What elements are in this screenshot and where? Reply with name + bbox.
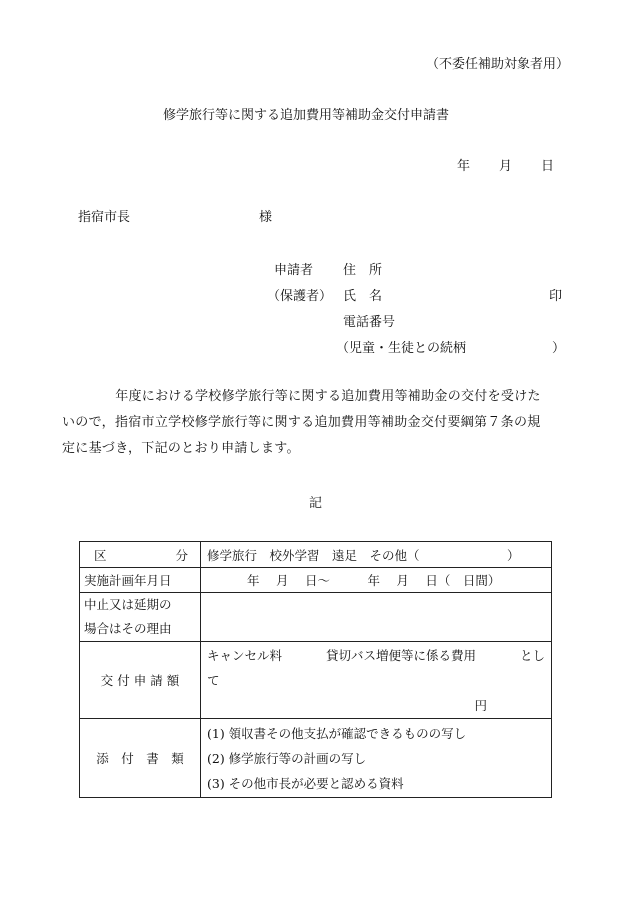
table-row-attachments: [80, 719, 552, 798]
amount-cancel-fee: キャンセル料: [207, 647, 283, 663]
body-paragraph: [62, 384, 582, 462]
attachment-item-2: (2) 修学旅行等の計画の写し: [207, 750, 367, 766]
relation-label: （児童・生徒との続柄: [336, 341, 467, 356]
addressee-honorific: 様: [259, 210, 273, 225]
attachments-label: 添 付 書 類: [80, 719, 201, 798]
document-title: 修学旅行等に関する追加費用等補助金交付申請書: [163, 108, 450, 123]
reason-label: [80, 593, 201, 642]
kubun-value[interactable]: 修学旅行 校外学習 遠足 その他（ ）: [201, 542, 552, 568]
relation-close: ）: [552, 341, 566, 356]
table-row-plan-date: [80, 568, 552, 593]
table-row-reason: [80, 593, 552, 642]
name-label: 氏 名: [343, 289, 383, 304]
body-line-1: 年度における学校修学旅行等に関する追加費用等補助金の交付を受けた: [62, 389, 541, 404]
table-row-kubun: [80, 542, 552, 568]
attachments-value: [201, 719, 552, 798]
amount-yen: 円: [474, 697, 487, 713]
attachment-item-3: (3) その他市長が必要と認める資料: [207, 775, 404, 791]
addressee-name: 指宿市長: [78, 210, 131, 225]
phone-label: 電話番号: [343, 315, 396, 330]
table-row-amount: [80, 642, 552, 719]
plan-date-label: 実施計画年月日: [80, 568, 201, 593]
plan-date-value[interactable]: 年 月 日〜 年 月 日（ 日間）: [201, 568, 552, 593]
amount-label: 交 付 申 請 額: [80, 642, 201, 719]
date-year: 年: [457, 159, 471, 174]
date-day: 日: [541, 159, 555, 174]
date-month: 月: [499, 159, 513, 174]
seal-mark: 印: [549, 289, 563, 304]
body-line-2: いので，指宿市立学校修学旅行等に関する追加費用等補助金交付要綱第７条の規: [62, 415, 541, 430]
kubun-label-b: 分: [175, 547, 188, 563]
ki-heading: 記: [309, 496, 323, 511]
amount-value[interactable]: [201, 642, 552, 719]
target-note: （不委任補助対象者用）: [426, 57, 570, 72]
applicant-role-sub: （保護者）: [267, 289, 333, 304]
applicant-role: 申請者: [274, 263, 314, 278]
reason-label-line-1: 中止又は延期の: [84, 597, 172, 612]
body-line-3: 定に基づき，下記のとおり申請します。: [62, 441, 300, 456]
application-table: [79, 541, 552, 798]
amount-line-1: [207, 643, 545, 668]
kubun-label: [80, 542, 201, 568]
reason-value[interactable]: [201, 593, 552, 642]
attachment-item-1: (1) 領収書その他支払が確認できるものの写し: [207, 725, 467, 741]
amount-line-2: て: [207, 672, 220, 688]
amount-bus-cost: 貸切バス増便等に係る費用: [325, 647, 476, 663]
kubun-label-a: 区: [94, 547, 107, 563]
address-label: 住 所: [343, 263, 383, 278]
amount-toshi: とし: [519, 647, 545, 663]
reason-label-line-2: 場合はその理由: [84, 621, 172, 636]
